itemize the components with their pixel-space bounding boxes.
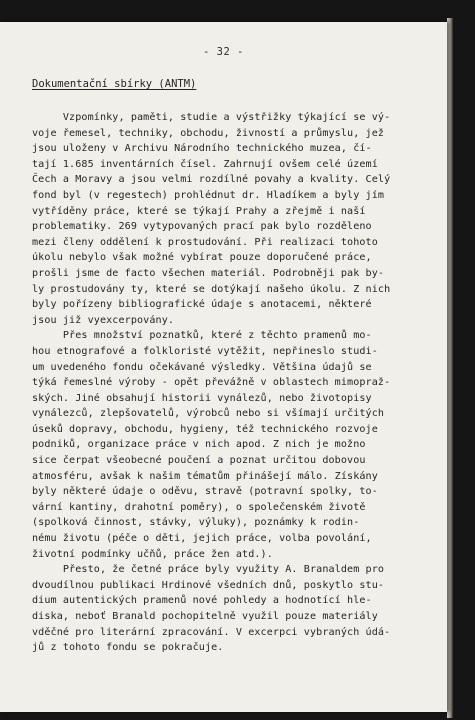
document-page: [0, 22, 447, 712]
text-line: vděčné pro literární zpracování. V excerpci vybraných údá-: [32, 626, 391, 638]
text-line: vynálezců, zlepšovatelů, výrobců nebo si všímají určitých: [32, 408, 385, 420]
text-line: sice čerpat všeobecné poučení a poznat určitou dobovou: [32, 455, 366, 467]
text-line: ly prostudovány ty, které se dotýkají našeho úkolu. Z nich: [32, 283, 391, 295]
text-line: prošli jsme de facto všechen materiál. Podrobněji pak by-: [32, 267, 385, 279]
section-heading: Dokumentační sbírky (ANTM): [32, 78, 197, 90]
text-line: dvoudílnou publikaci Hrdinové všedních dnů, poskytlo stu-: [32, 579, 385, 591]
text-line: problematiky. 269 vytypovaných prací pak bylo rozděleno: [32, 221, 372, 233]
text-line: životní podmínky učňů, práce žen atd.).: [32, 548, 273, 560]
text-line: atmosféru, avšak k našim tématům přinášejí málo. Získány: [32, 470, 378, 482]
text-line: fond byl (v regestech) prohlédnut dr. Hladíkem a byly jím: [32, 189, 385, 201]
text-line: vární kantiny, drahotní poměry), o společenském životě: [32, 501, 366, 513]
text-line: vytříděny práce, které se týkají Prahy a zřejmě i naší: [32, 205, 366, 217]
text-line: byly pořízeny bibliografické údaje s anotacemi, některé: [32, 299, 372, 311]
text-line: um uvedeného fondu očekávané výsledky. Většina údajů se: [32, 361, 372, 373]
text-line: jů z tohoto fondu se pokračuje.: [32, 642, 224, 654]
body-text: [32, 110, 442, 656]
text-line: Přesto, že četné práce byly využity A. Branaldem pro: [32, 564, 385, 576]
text-line: byly některé údaje o oděvu, stravě (potravní spolky, to-: [32, 486, 378, 498]
text-line: Vzpomínky, paměti, studie a výstřižky týkající se vý-: [32, 112, 391, 123]
text-line: Čech a Moravy a jsou velmi rozdílné povahy a kvality. Celý: [32, 174, 391, 186]
text-line: dium autentických pramenů nové pohledy a hodnotící hle-: [32, 595, 372, 607]
text-line: tají 1.685 inventárních čísel. Zahrnují ovšem celé území: [32, 158, 378, 170]
text-line: týká řemeslné výroby - opět převážně v oblastech mimopraž-: [32, 377, 391, 389]
text-line: úseků dopravy, obchodu, hygieny, též technického rozvoje: [32, 423, 378, 435]
text-line: úkolu nebylo však možné vybírat pouze doporučené práce,: [32, 252, 372, 264]
text-line: (spolková činnost, stávky, výluky), poznámky k rodin-: [32, 517, 360, 529]
text-line: nému životu (péče o děti, jejich práce, volba povolání,: [32, 533, 372, 545]
page-edge: [447, 18, 453, 718]
text-line: jsou uloženy v Archivu Národního technického muzea, čí-: [32, 143, 372, 155]
text-line: hou etnografové a folkloristé vytěžit, nepřineslo studi-: [32, 345, 378, 357]
text-line: voje řemesel, techniky, obchodu, živností a průmyslu, jež: [32, 127, 385, 139]
page-number: - 32 -: [203, 46, 244, 58]
text-line: podniků, organizace práce v nich apod. Z nich je možno: [32, 439, 366, 451]
text-line: diska, neboť Branald pochopitelně využil pouze materiály: [32, 611, 378, 622]
text-line: ských. Jiné obsahují historii vynálezů, nebo životopisy: [32, 392, 372, 404]
text-line: Přes množství poznatků, které z těchto pramenů mo-: [32, 330, 372, 342]
text-line: jsou již vyexcerpovány.: [32, 314, 175, 326]
text-line: mezi členy oddělení k prostudování. Při realizaci tohoto: [32, 236, 378, 248]
